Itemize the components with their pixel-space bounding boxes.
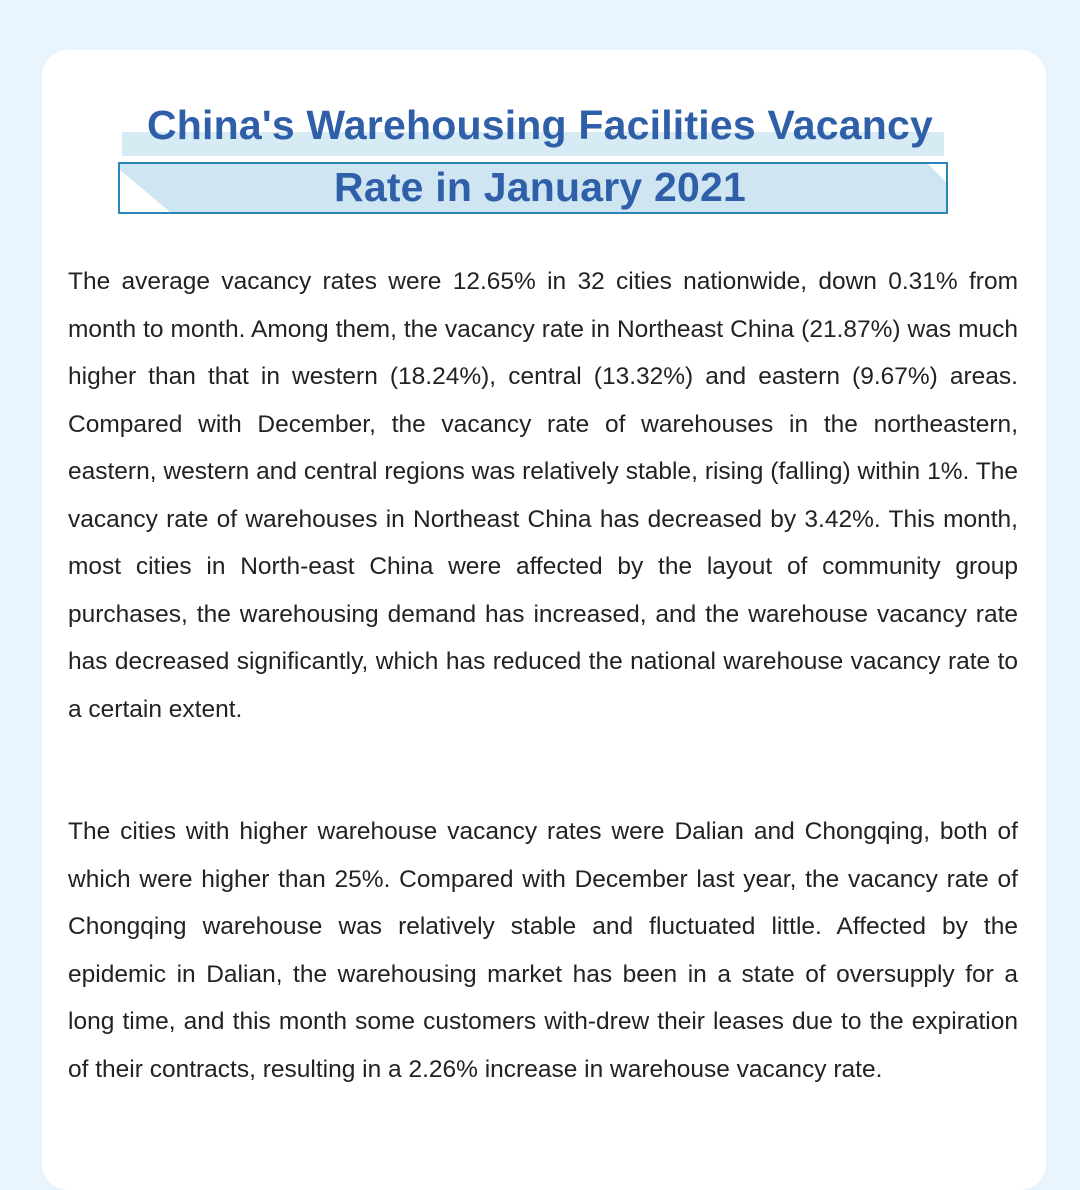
body-paragraph-1: The average vacancy rates were 12.65% in 32 cities nationwide, down 0.31% from month to month. Among them, the vacancy rate in Northeast China (21.87%) was much higher than that in western (18.24%), central (13.32%) and eastern (9.67%) areas. Compared with December, the vacancy rate of warehouses in the northeastern, eastern, western and central regions was relatively stable, rising (falling) within 1%. The vacancy rate of warehouses in Northeast China has decreased by 3.42%. This month, most cities in North-east China were affected by the layout of community group purchases, the warehousing demand has increased, and the warehouse vacancy rate has decreased significantly, which has reduced the national warehouse vacancy rate to a certain extent. — [68, 268, 1018, 723]
body-paragraph-2: The cities with higher warehouse vacancy rates were Dalian and Chongqing, both of which were higher than 25%. Compared with December last year, the vacancy rate of Chongqing warehouse was relatively stable and fluctuated little. Affected by the epidemic in Dalian, the warehousing market has been in a state of oversupply for a long time, and this month some customers with-drew their leases due to the expiration of their contracts, resulting in a 2.26% increase in warehouse vacancy rate. — [68, 818, 1018, 1083]
page-title-line-1: China's Warehousing Facilities Vacancy — [147, 102, 933, 148]
page-title-line-2: Rate in January 2021 — [334, 164, 746, 210]
